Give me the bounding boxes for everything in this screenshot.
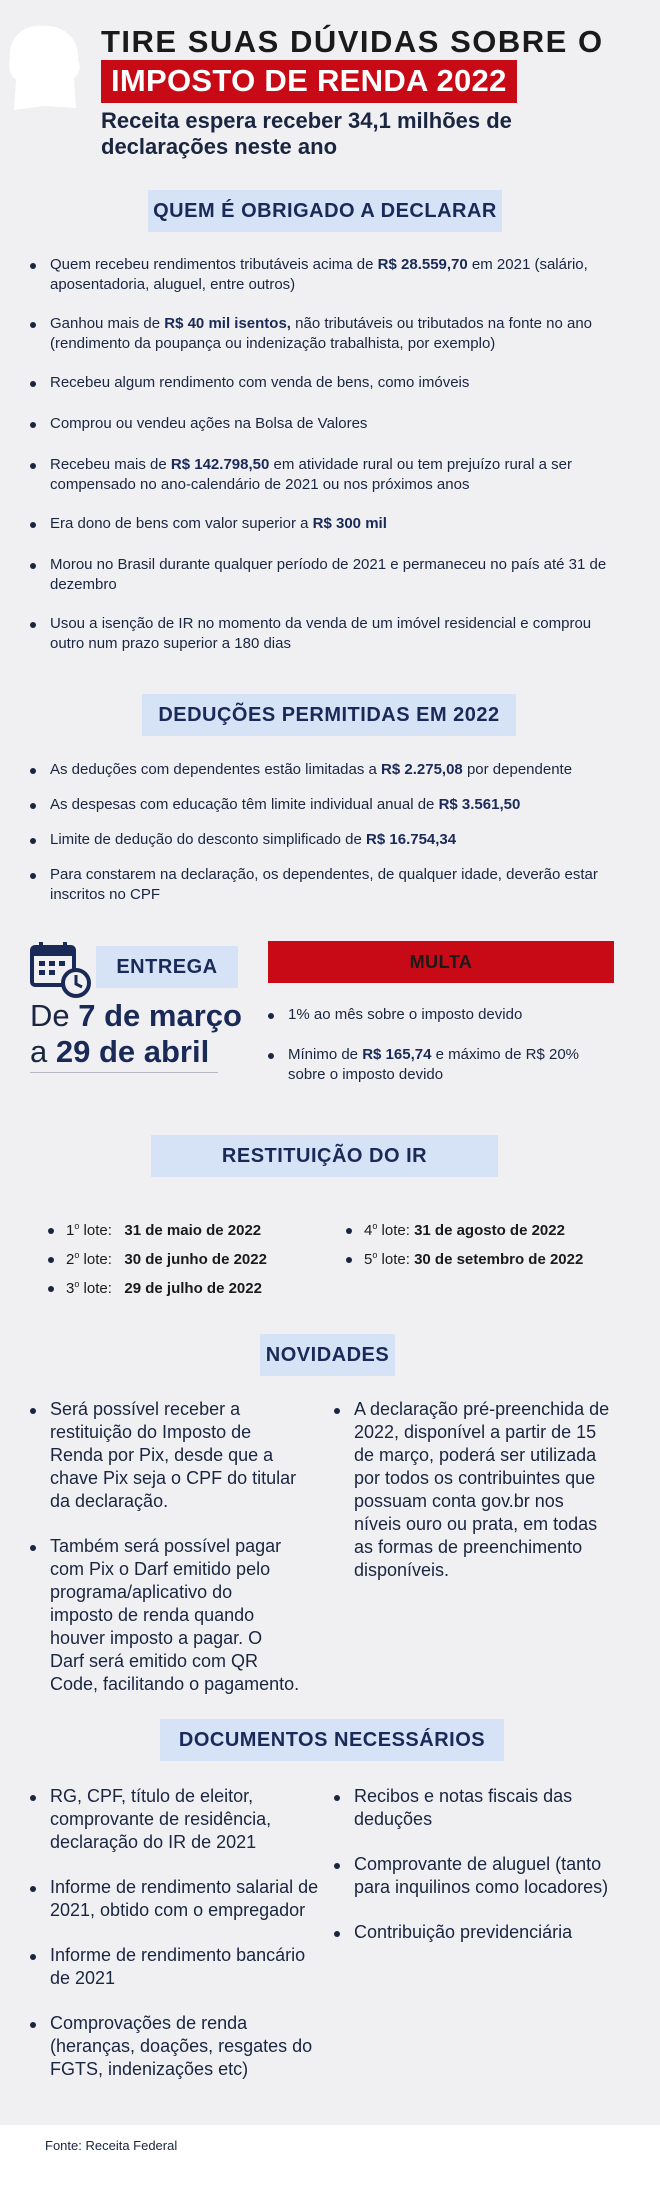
entrega-start-date: De 7 de março — [30, 998, 242, 1033]
documentos-list-left — [30, 1785, 320, 2081]
list-item: Ganhou mais de R$ 40 mil isentos, não tributáveis ou tributados na fonte no ano (rendimento da poupança ou indenização trabalhista, por exemplo) — [30, 314, 610, 354]
deducoes-list — [30, 760, 630, 905]
list-item: Comprovante de aluguel (tanto para inquilinos como locadores) — [334, 1853, 614, 1899]
title-line-2: IMPOSTO DE RENDA 2022 — [101, 60, 517, 103]
documentos-list-right — [334, 1785, 614, 1944]
section-heading-deducoes: DEDUÇÕES PERMITIDAS EM 2022 — [142, 694, 516, 736]
list-item: Era dono de bens com valor superior a R$ 300 mil — [30, 514, 610, 534]
list-item: Quem recebeu rendimentos tributáveis acima de R$ 28.559,70 em 2021 (salário, aposentadoria, aluguel, entre outros) — [30, 255, 610, 295]
list-item: 1% ao mês sobre o imposto devido — [268, 1005, 618, 1025]
divider — [30, 1072, 218, 1073]
list-item: Comprou ou vendeu ações na Bolsa de Valores — [30, 414, 610, 434]
source-note: Fonte: Receita Federal — [45, 2138, 178, 2153]
entrega-heading: ENTREGA — [96, 946, 238, 988]
quem-obrigado-list — [30, 255, 610, 654]
multa-list — [268, 1005, 618, 1085]
section-heading-novidades: NOVIDADES — [260, 1334, 395, 1376]
novidades-list-left — [30, 1398, 300, 1696]
list-item: As despesas com educação têm limite individual anual de R$ 3.561,50 — [30, 795, 630, 815]
list-item: Para constarem na declaração, os dependentes, de qualquer idade, deverão estar inscritos no CPF — [30, 865, 630, 905]
list-item: Será possível receber a restituição do Imposto de Renda por Pix, desde que a chave Pix seja o CPF do titular da declaração. — [30, 1398, 300, 1513]
list-item: Recebeu mais de R$ 142.798,50 em atividade rural ou tem prejuízo rural a ser compensado no ano-calendário de 2021 ou nos próximos anos — [30, 455, 610, 495]
subtitle: Receita espera receber 34,1 milhões de declarações neste ano — [101, 108, 512, 159]
lote-item: 2$^o$ lote: 30 de junho de 2022 — [66, 1250, 267, 1268]
logo-silhouette — [4, 18, 84, 113]
list-item: Informe de rendimento bancário de 2021 — [30, 1944, 320, 1990]
list-item: Morou no Brasil durante qualquer período de 2021 e permaneceu no país até 31 de dezembro — [30, 555, 610, 595]
list-item: A declaração pré-preenchida de 2022, disponível a partir de 15 de março, poderá ser utilizada por todos os contribuintes que possuam conta gov.br nos níveis ouro ou prata, em todas as formas de preenchimento disponíveis. — [334, 1398, 614, 1582]
lote-item: 3$^o$ lote: 29 de julho de 2022 — [66, 1279, 262, 1297]
lote-item: 4$^o$ lote: 31 de agosto de 2022 — [364, 1221, 565, 1239]
novidades-list-right — [334, 1398, 614, 1582]
list-item: Também será possível pagar com Pix o Darf emitido pelo programa/aplicativo do imposto de renda quando houver imposto a pagar. O Darf será emitido com QR Code, facilitando o pagamento. — [30, 1535, 300, 1696]
list-item: Usou a isenção de IR no momento da venda de um imóvel residencial e comprou outro num prazo superior a 180 dias — [30, 614, 610, 654]
multa-heading: MULTA — [268, 941, 614, 983]
list-item: RG, CPF, título de eleitor, comprovante de residência, declaração do IR de 2021 — [30, 1785, 320, 1854]
section-heading-documentos: DOCUMENTOS NECESSÁRIOS — [160, 1719, 504, 1761]
calendar-clock-icon — [30, 941, 92, 999]
lote-item: 5$^o$ lote: 30 de setembro de 2022 — [364, 1250, 584, 1268]
title-line-1: TIRE SUAS DÚVIDAS SOBRE O — [101, 24, 604, 59]
list-item: Contribuição previdenciária — [334, 1921, 614, 1944]
section-heading-restituicao: RESTITUIÇÃO DO IR — [151, 1135, 498, 1177]
section-heading-quem-obrigado: QUEM É OBRIGADO A DECLARAR — [148, 190, 502, 232]
list-item: Mínimo de R$ 165,74 e máximo de R$ 20% sobre o imposto devido — [268, 1045, 618, 1085]
list-item: Limite de dedução do desconto simplificado de R$ 16.754,34 — [30, 830, 630, 850]
entrega-end-date: a 29 de abril — [30, 1034, 210, 1069]
list-item: Recebeu algum rendimento com venda de bens, como imóveis — [30, 373, 610, 393]
list-item: Informe de rendimento salarial de 2021, obtido com o empregador — [30, 1876, 320, 1922]
list-item: Comprovações de renda (heranças, doações, resgates do FGTS, indenizações etc) — [30, 2012, 320, 2081]
footer — [0, 2125, 660, 2195]
list-item: As deduções com dependentes estão limitadas a R$ 2.275,08 por dependente — [30, 760, 630, 780]
lote-item: 1$^o$ lote: 31 de maio de 2022 — [66, 1221, 262, 1239]
list-item: Recibos e notas fiscais das deduções — [334, 1785, 614, 1831]
